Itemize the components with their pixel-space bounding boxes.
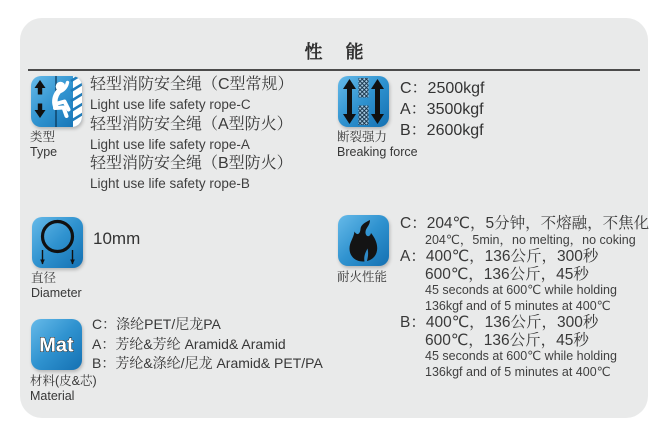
title-divider	[28, 69, 640, 71]
fire-line: 45 seconds at 600℃ while holding	[425, 283, 617, 297]
type-line-en: Light use life safety rope-A	[90, 136, 250, 152]
fire-line: 136kgf and of 5 minutes at 400℃	[425, 298, 611, 313]
fire-line: 136kgf and of 5 minutes at 400℃	[425, 364, 611, 379]
mat-icon	[30, 318, 83, 371]
breaking-force-values	[400, 78, 485, 141]
type-line-zh: 轻型消防安全绳（A型防火）	[90, 115, 293, 133]
material-value: C：涤纶PET/尼龙PA	[92, 316, 221, 332]
fire-resistance-label	[337, 270, 387, 285]
breaking-force-value: B：2600kgf	[400, 122, 484, 139]
diameter-value: 10mm	[93, 229, 141, 248]
breaking-force-label-zh: 断裂强力	[337, 130, 388, 144]
material-value: B：芳纶&涤纶/尼龙 Aramid& PET/PA	[92, 355, 323, 371]
fire-line: B：400℃，136公斤，300秒	[400, 314, 599, 331]
breaking-force-value: A：3500kgf	[400, 101, 484, 118]
material-values	[92, 315, 323, 374]
fire-line: C：204℃，5分钟，不熔融，不焦化	[400, 215, 650, 232]
material-label-zh: 材料(皮&芯)	[30, 374, 97, 388]
diameter-label	[31, 271, 82, 300]
diameter-label-zh: 直径	[31, 271, 57, 285]
material-label	[30, 374, 97, 403]
mat-icon-text: Mat	[39, 334, 74, 357]
breaking-force-value: C：2500kgf	[400, 80, 485, 97]
fire-line: 600℃，136公斤，45秒	[425, 331, 589, 349]
material-value: A：芳纶&芳纶 Aramid& Aramid	[92, 335, 286, 352]
fire-line: 600℃，136公斤，45秒	[425, 265, 589, 283]
page-title: 性 能	[304, 42, 373, 62]
fire-line: A：400℃，136公斤，300秒	[400, 248, 599, 265]
material-label-en: Material	[30, 388, 75, 403]
breaking-force-label-en: Breaking force	[337, 144, 418, 159]
stretch-arrows-icon	[337, 75, 390, 128]
fire-line: 204℃，5min，no melting，no coking	[425, 232, 636, 247]
type-label-zh: 类型	[30, 130, 56, 144]
diameter-label-en: Diameter	[31, 285, 82, 300]
type-line-en: Light use life safety rope-C	[90, 97, 251, 112]
type-label	[30, 130, 57, 159]
circle-diameter-icon	[31, 216, 84, 269]
type-values	[90, 75, 294, 194]
type-line-zh: 轻型消防安全绳（B型防火）	[90, 155, 293, 172]
fire-resistance-label-zh: 耐火性能	[337, 270, 388, 284]
fire-line: 45 seconds at 600℃ while holding	[425, 349, 617, 363]
type-line-zh: 轻型消防安全绳（C型常规）	[90, 76, 294, 93]
type-line-en: Light use life safety rope-B	[90, 176, 250, 191]
performance-card	[20, 18, 648, 418]
flame-icon	[337, 214, 390, 267]
type-label-en: Type	[30, 144, 58, 159]
fire-resistance-values	[400, 215, 649, 380]
climber-icon	[30, 75, 83, 128]
